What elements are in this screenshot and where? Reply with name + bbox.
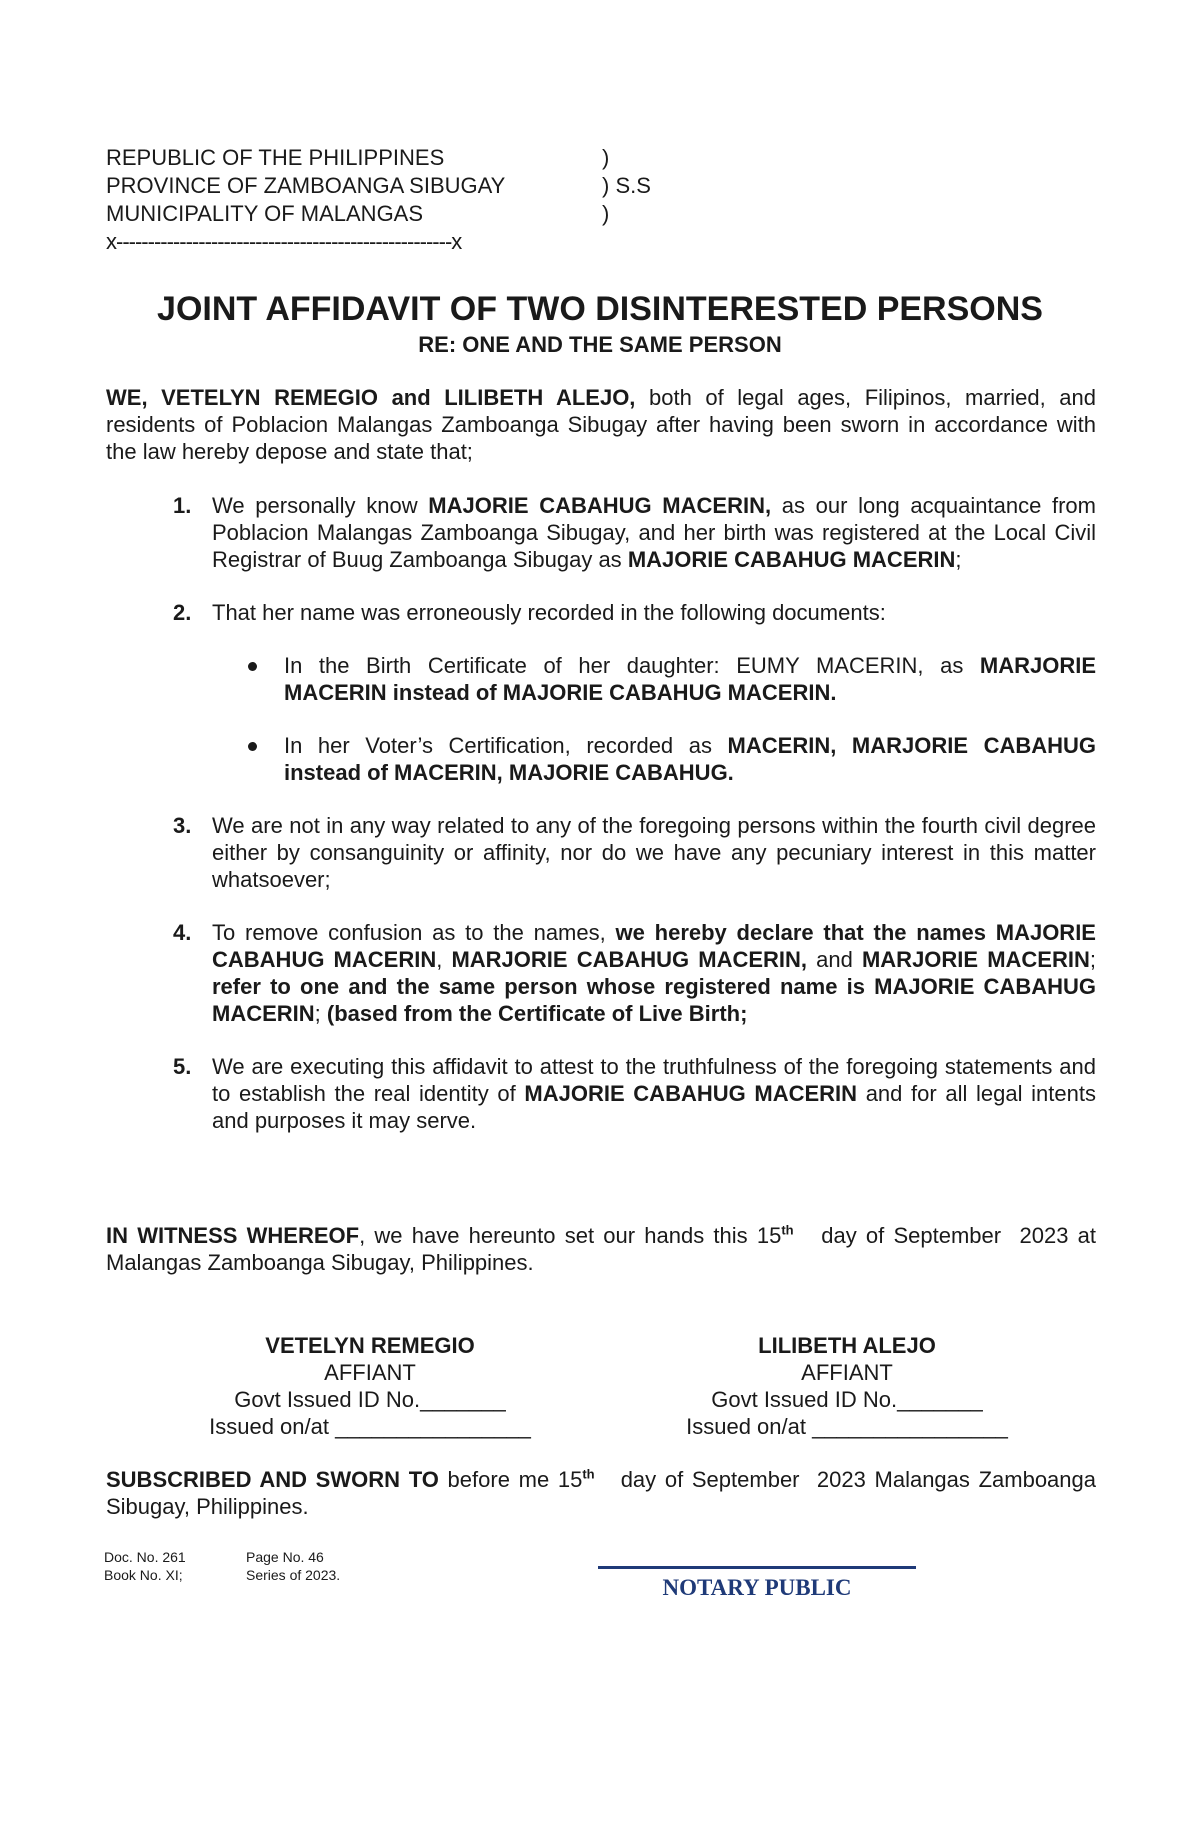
- venue-paren-3: ): [602, 201, 610, 226]
- intro-paragraph: [106, 384, 1096, 465]
- statement-text: and: [807, 947, 862, 972]
- affiant-issued-line: Issued on/at ________________: [686, 1414, 1008, 1439]
- doc-number: Doc. No. 261: [104, 1549, 186, 1565]
- jurat-text: day of September 2023 Malangas Zamboanga Sibugay, Philippines.: [106, 1467, 1103, 1519]
- document-title: JOINT AFFIDAVIT OF TWO DISINTERESTED PERSONS: [157, 290, 1043, 328]
- witness-lead: IN WITNESS WHEREOF: [106, 1223, 360, 1248]
- statement-number: 5.: [173, 1054, 192, 1079]
- jurat-day-suffix: th: [582, 1466, 595, 1482]
- statement-text: To remove confusion as to the names,: [212, 920, 616, 945]
- statement-5: [106, 1053, 1096, 1134]
- affiant-name: LILIBETH ALEJO: [758, 1333, 936, 1358]
- book-number: Book No. XI;: [104, 1567, 183, 1583]
- intro-text: both of legal ages, Filipinos, married, and residents of Poblacion Malangas Zamboanga Sibugay after having been sworn in accordance with the law hereby depose and state that;: [106, 385, 1097, 464]
- statement-bold: (based from the Certificate of Live Birth;: [326, 1001, 748, 1026]
- affiant-issued-line: Issued on/at ________________: [209, 1414, 531, 1439]
- affiant-role: AFFIANT: [801, 1360, 893, 1385]
- statement-text: ;: [1089, 947, 1096, 972]
- statement-number: 1.: [173, 493, 192, 518]
- affiant-name: VETELYN REMEGIO: [265, 1333, 475, 1358]
- bullet-dot-icon: [248, 662, 257, 671]
- statement-text: as our long acquaintance from Poblacion Malangas Zamboanga Sibugay, and her birth was registered at the Local Civil Registrar of Buug Zamboanga Sibugay as: [212, 493, 1096, 572]
- notary-signature-line: [598, 1566, 916, 1569]
- statement-text: and for all legal intents and purposes it may serve.: [212, 1081, 1096, 1133]
- venue-block: [106, 144, 651, 256]
- statement-text: ,: [436, 947, 452, 972]
- statement-text: ;: [955, 547, 962, 572]
- statement-bold: MARJORIE CABAHUG MACERIN,: [451, 947, 808, 972]
- statement-bold: refer to one and the same person whose registered name is MAJORIE CABAHUG MACERIN: [212, 974, 1096, 1026]
- statement-bold: MARJORIE MACERIN: [861, 947, 1090, 972]
- statement-3: [106, 812, 1096, 893]
- doc-info-left: [104, 1548, 186, 1584]
- statements-list: [106, 492, 1096, 1160]
- statement-bold: we hereby declare that the names MAJORIE CABAHUG MACERIN: [212, 920, 1096, 972]
- witness-day-suffix: th: [781, 1222, 794, 1238]
- jurat-lead: SUBSCRIBED AND SWORN TO: [106, 1467, 439, 1492]
- affiant-id-line: Govt Issued ID No._______: [234, 1387, 506, 1412]
- statement-text: ;: [314, 1001, 327, 1026]
- bullet-dot-icon: [248, 742, 257, 751]
- affiant-role: AFFIANT: [324, 1360, 416, 1385]
- witness-text: , we have hereunto set our hands this 15: [359, 1223, 782, 1248]
- statement-1: [106, 492, 1096, 573]
- affiant-signature-1: [150, 1332, 590, 1440]
- venue-paren-ss: ) S.S: [602, 173, 651, 198]
- statement-text: That her name was erroneously recorded in the following documents:: [212, 600, 886, 625]
- intro-affiants: WE, VETELYN REMEGIO and LILIBETH ALEJO,: [106, 385, 636, 410]
- statement-text: We personally know: [212, 493, 429, 518]
- affiant-signature-2: [627, 1332, 1067, 1440]
- statement-bold: MAJORIE CABAHUG MACERIN: [524, 1081, 858, 1106]
- bullet-bold: MACERIN, MARJORIE CABAHUG instead of MACERIN, MAJORIE CABAHUG.: [284, 733, 1097, 785]
- bullet-list: [212, 652, 1096, 786]
- witness-paragraph: [106, 1222, 1103, 1276]
- bullet-bold: MARJORIE MACERIN instead of MAJORIE CABAHUG MACERIN.: [284, 653, 1096, 705]
- venue-province: PROVINCE OF ZAMBOANGA SIBUGAY: [106, 173, 506, 198]
- statement-number: 2.: [173, 600, 192, 625]
- notary-public-label: NOTARY PUBLIC: [662, 1575, 852, 1600]
- document-subtitle: RE: ONE AND THE SAME PERSON: [418, 332, 782, 357]
- statement-4: [106, 919, 1096, 1027]
- statement-number: 4.: [173, 920, 192, 945]
- statement-2: [106, 599, 1096, 786]
- venue-paren-1: ): [602, 145, 610, 170]
- series-year: Series of 2023.: [246, 1567, 341, 1583]
- page-number: Page No. 46: [246, 1549, 324, 1565]
- venue-municipality: MUNICIPALITY OF MALANGAS: [106, 201, 424, 226]
- doc-info-right: [246, 1548, 340, 1584]
- statement-bold: MAJORIE CABAHUG MACERIN,: [428, 493, 772, 518]
- bullet-voter-certification: [212, 732, 1096, 786]
- affiant-id-line: Govt Issued ID No._______: [711, 1387, 983, 1412]
- statement-text: We are not in any way related to any of the foregoing persons within the fourth civil degree either by consanguinity or affinity, nor do we have any pecuniary interest in this matter whatsoever;: [212, 813, 1096, 892]
- statement-number: 3.: [173, 813, 192, 838]
- statement-text: We are executing this affidavit to attest to the truthfulness of the foregoing statements and to establish the real identity of: [212, 1054, 1096, 1106]
- jurat-text: before me 15: [438, 1467, 583, 1492]
- witness-text: day of September 2023 at Malangas Zamboanga Sibugay, Philippines.: [106, 1223, 1103, 1275]
- venue-separator: x-----------------------------------------------------x: [106, 229, 462, 254]
- bullet-text: In her Voter’s Certification, recorded as: [284, 733, 728, 758]
- venue-republic: REPUBLIC OF THE PHILIPPINES: [106, 145, 445, 170]
- bullet-text: In the Birth Certificate of her daughter: EUMY MACERIN, as: [284, 653, 980, 678]
- statement-bold: MAJORIE CABAHUG MACERIN: [627, 547, 956, 572]
- jurat-paragraph: [106, 1466, 1103, 1520]
- bullet-birth-certificate: [212, 652, 1096, 706]
